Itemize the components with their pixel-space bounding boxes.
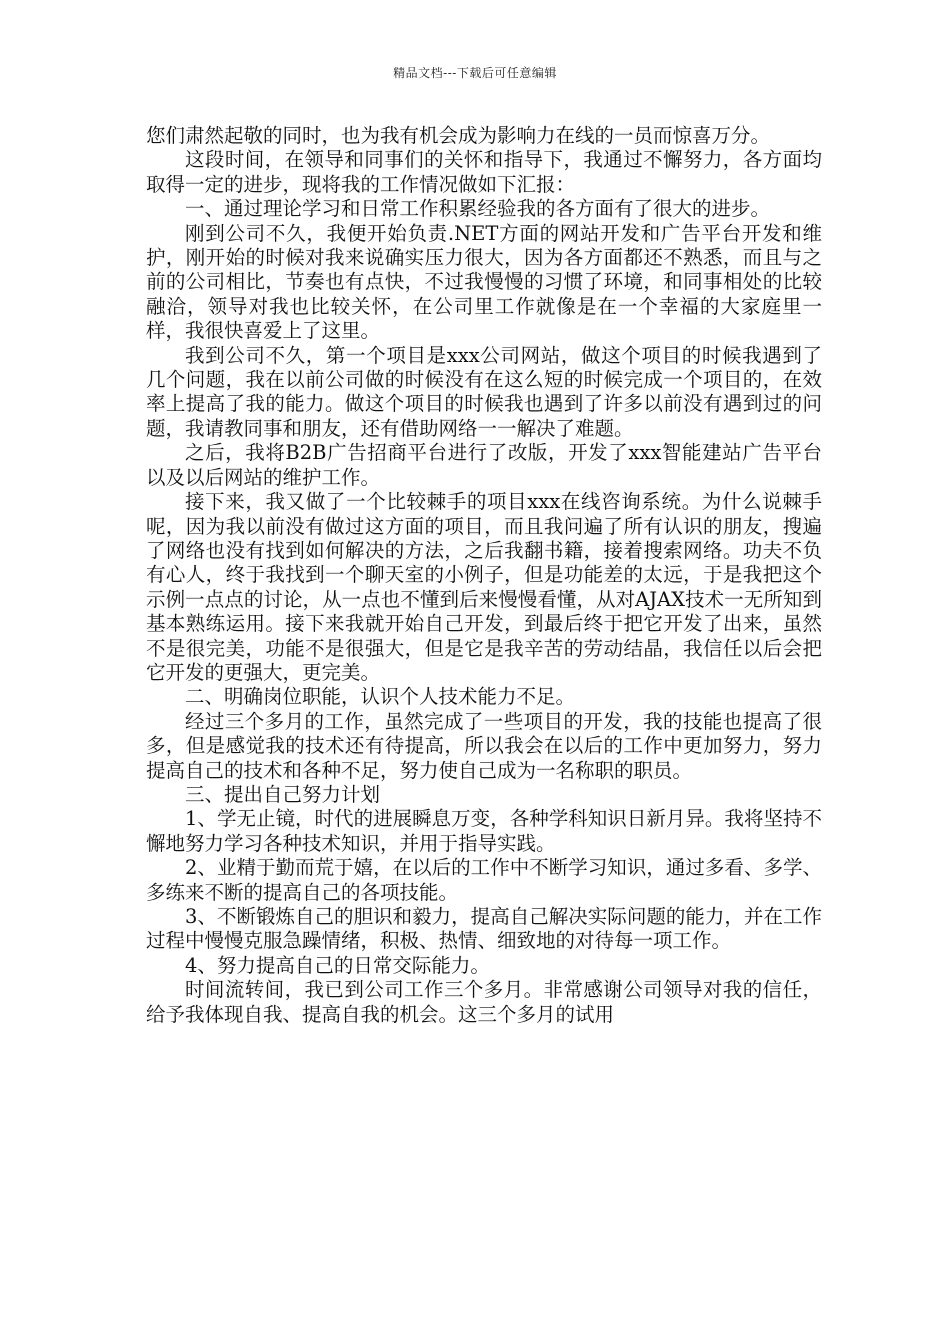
paragraph-4: 刚到公司不久，我便开始负责.NET方面的网站开发和广告平台开发和维护，刚开始的时候对我来说确实压力很大，因为各方面都还不熟悉，而且与之前的公司相比，节奏也有点快，不过我慢慢的习惯了环境，和同事相处的比较融洽，领导对我也比较关怀，在公司里工作就像是在一个幸福的大家庭里一样，我很快喜爱上了这里。 bbox=[146, 221, 822, 343]
plan-item-3: 3、不断锻炼自己的胆识和毅力，提高自己解决实际问题的能力，并在工作过程中慢慢克服急躁情绪，积极、热情、细致地的对待每一项工作。 bbox=[146, 905, 822, 953]
paragraph-6: 之后，我将B2B广告招商平台进行了改版，开发了xxx智能建站广告平台以及以后网站的维护工作。 bbox=[146, 441, 822, 489]
section-heading-1: 一、通过理论学习和日常工作积累经验我的各方面有了很大的进步。 bbox=[185, 197, 771, 221]
section-heading-3: 三、提出自己努力计划 bbox=[185, 782, 381, 806]
paragraph-9: 经过三个多月的工作，虽然完成了一些项目的开发，我的技能也提高了很多，但是感觉我的技术还有待提高，所以我会在以后的工作中更加努力，努力提高自己的技术和各种不足，努力使自己成为一名称职的职员。 bbox=[146, 709, 822, 782]
plan-item-4: 4、努力提高自己的日常交际能力。 bbox=[185, 953, 490, 977]
paragraph-2: 这段时间，在领导和同事们的关怀和指导下，我通过不懈努力，各方面均取得一定的进步，现将我的工作情况做如下汇报： bbox=[146, 148, 822, 196]
paragraph-7: 接下来，我又做了一个比较棘手的项目xxx在线咨询系统。为什么说棘手呢，因为我以前没有做过这方面的项目，而且我问遍了所有认识的朋友，搜遍了网络也没有找到如何解决的方法，之后我翻书籍，接着搜索网络。功夫不负有心人，终于我找到一个聊天室的小例子，但是功能差的太远，于是我把这个示例一点点的讨论，从一点也不懂到后来慢慢看懂，从对AJAX技术一无所知到基本熟练运用。接下来我就开始自己开发，到最后终于把它开发了出来，虽然不是很完美，功能不是很强大，但是它是我辛苦的劳动结晶，我信任以后会把它开发的更强大，更完美。 bbox=[146, 490, 822, 684]
paragraph-15: 时间流转间，我已到公司工作三个多月。非常感谢公司领导对我的信任，给予我体现自我、提高自我的机会。这三个多月的试用 bbox=[146, 978, 822, 1026]
document-body bbox=[146, 124, 822, 1027]
paragraph-5: 我到公司不久，第一个项目是xxx公司网站，做这个项目的时候我遇到了几个问题，我在以前公司做的时候没有在这么短的时候完成一个项目的，在效率上提高了我的能力。做这个项目的时候我也遇到了许多以前没有遇到过的问题，我请教同事和朋友，还有借助网络一一解决了难题。 bbox=[146, 343, 822, 440]
page-header: 精品文档---下载后可任意编辑 bbox=[393, 66, 557, 80]
plan-item-1: 1、学无止镜，时代的进展瞬息万变，各种学科知识日新月异。我将坚持不懈地努力学习各种技术知识，并用于指导实践。 bbox=[146, 807, 822, 855]
paragraph-1: 您们肃然起敬的同时，也为我有机会成为影响力在线的一员而惊喜万分。 bbox=[146, 124, 771, 147]
plan-item-2: 2、业精于勤而荒于嬉，在以后的工作中不断学习知识，通过多看、多学、多练来不断的提高自己的各项技能。 bbox=[146, 856, 822, 904]
section-heading-2: 二、明确岗位职能，认识个人技术能力不足。 bbox=[185, 685, 576, 709]
